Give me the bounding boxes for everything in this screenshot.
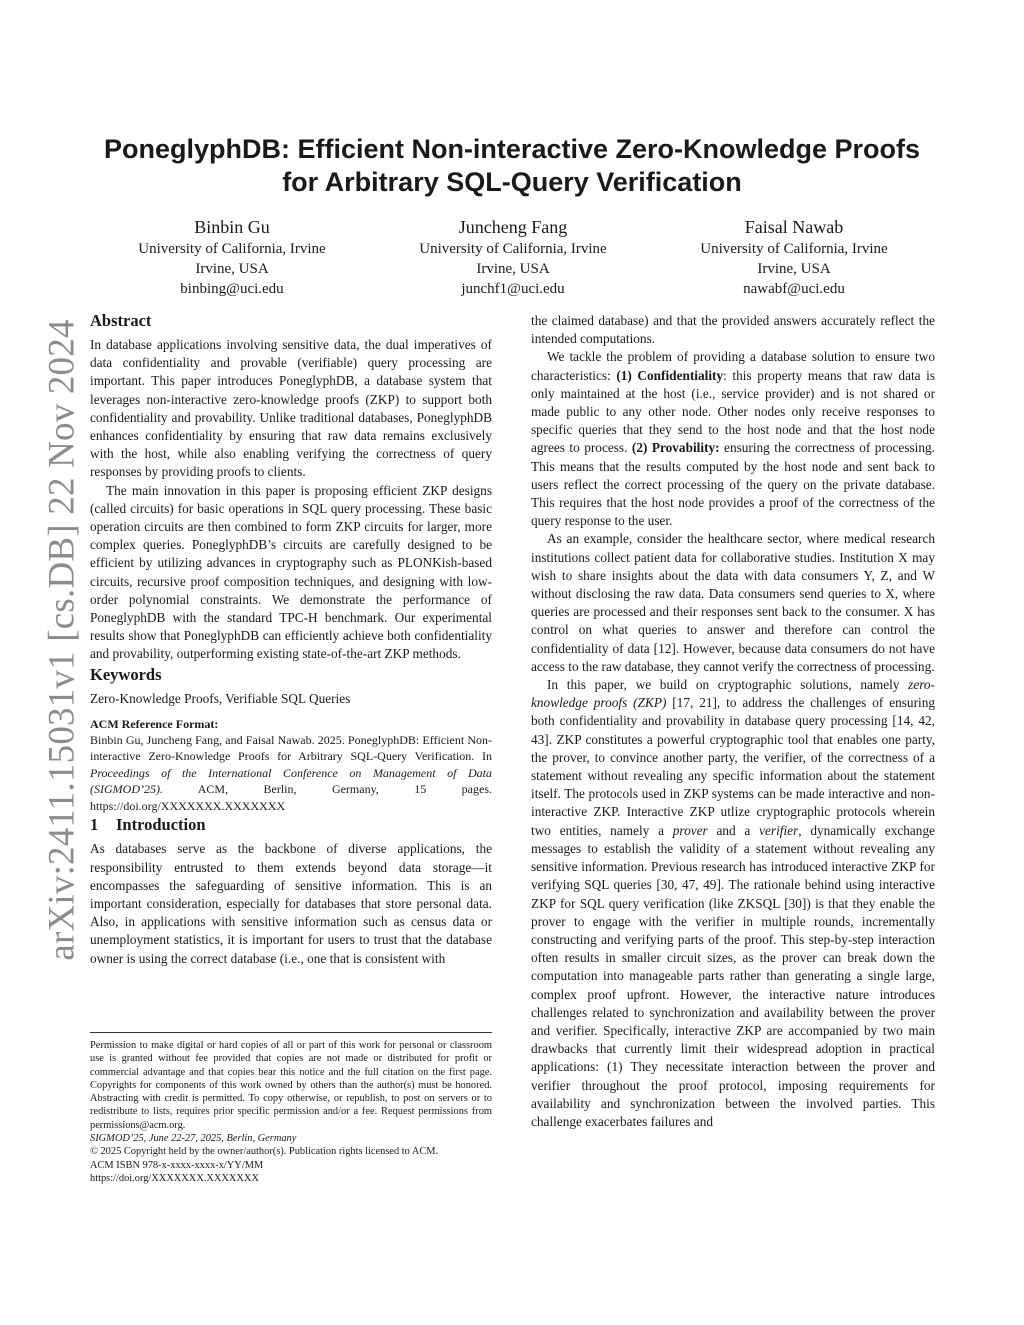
author-affiliation: University of California, Irvine — [700, 241, 888, 257]
introduction-heading — [90, 814, 492, 836]
bold-run: (2) Provability: — [631, 440, 720, 456]
arxiv-identifier: arXiv:2411.15031v1 [cs.DB] 22 Nov 2024 — [41, 319, 83, 961]
left-column — [90, 310, 492, 968]
title-line-1: PoneglyphDB: Efficient Non-interactive Zero-Knowledge Proofs — [103, 134, 921, 164]
acm-reference-publisher: ACM, Berlin, Germany, 15 pages. https://doi.org/XXXXXXX.XXXXXXX — [90, 782, 492, 813]
text-run: , dynamically exchange messages to establish the validity of a statement without revealing any sensitive information. Previous research has introduced interactive ZKP for verifying SQL queries [30, 47, 49]. The rationale behind using interactive ZKP for SQL query verification (like ZKSQL [30]) is that they enable the prover to engage with the verifier in multiple rounds, incrementally constructing and verifying parts of the proof. This step-by-step interaction often results in smaller circuit sizes, as the prover can break down the computation into manageable parts rather than generating a single large, complex proof upfront. However, the interactive nature introduces challenges related to synchronization and availability between the prover and verifier. Specifically, interactive ZKP are accompanied by two main drawbacks that currently limit their widespread adoption in practical applications: (1) They necessitate interaction between the prover and verifier throughout the proof protocol, imposing requirements for availability and synchronization between the involved parties. This challenge exacerbates failures and — [531, 822, 935, 1129]
acm-reference-text — [90, 732, 492, 815]
text-run: [17, 21], to address the challenges of ensuring both confidentiality and provability in database query processing [14, 42, 43]. ZKP constitutes a powerful cryptographic tool that enables one party, the prover, to convince another party, the verifier, of the correctness of a statement without revealing any specific information about the statement itself. The protocols used in ZKP systems can be made interactive and non-interactive ZKP. Interactive ZKP utlize cryptographic protocols wherein two entities, namely a — [531, 695, 935, 838]
author-affiliation: University of California, Irvine — [138, 241, 326, 257]
bold-run: (1) Confidentiality — [616, 367, 724, 383]
author-name: Juncheng Fang — [458, 217, 568, 237]
text-run: ensuring the correctness of processing. This means that the results computed by the host node and sent back to users reflect the correct processing of the query on the private database. This requires that the host node provides a proof of the correctness of the query response to the user. — [531, 440, 935, 529]
acm-reference-proceedings: Proceedings of the International Conference on Management of Data (SIGMOD’25). — [90, 765, 492, 797]
author-3 — [654, 215, 934, 299]
permission-footnote — [90, 1032, 492, 1185]
author-email: nawabf@uci.edu — [743, 281, 845, 297]
text-run: : this property means that raw data is only maintained at the host (i.e., service provider) and is not shared or made public to any other node. Other nodes only receive responses to specific queries that they send to the host node and that the host node agrees to process. — [531, 367, 936, 456]
italic-run: verifier — [759, 822, 799, 838]
permission-text: Permission to make digital or hard copies of all or part of this work for personal or classroom use is granted without fee provided that copies are not made or distributed for profit or commercial advantage and that copies bear this notice and the full citation on the first page. Copyrights for components of this work owned by others than the author(s) must be honored. Abstracting with credit is permitted. To copy otherwise, or republish, to post on servers or to redistribute to lists, requires prior specific permission and/or a fee. Request permissions from permissions@acm.org. — [90, 1040, 492, 1131]
author-location: Irvine, USA — [195, 261, 269, 277]
acm-reference-heading: ACM Reference Format: — [90, 716, 219, 731]
author-email: binbing@uci.edu — [180, 281, 284, 297]
author-email: junchf1@uci.edu — [461, 281, 565, 297]
right-paragraph-0: the claimed database) and that the provided answers accurately reflect the intended computations. — [531, 313, 935, 347]
doi-text: https://doi.org/XXXXXXX.XXXXXXX — [90, 1172, 259, 1184]
isbn-text: ACM ISBN 978-x-xxxx-xxxx-x/YY/MM — [90, 1159, 264, 1171]
abstract-paragraph-1: In database applications involving sensitive data, the dual imperatives of data confidentiality and provable (verifiable) query processing are important. This paper introduces PoneglyphDB, a database system that leverages non-interactive zero-knowledge proofs (ZKP) to support both confidentiality and provability. Unlike traditional databases, PoneglyphDB enhances confidentiality by ensuring that raw data remains exclusively with the host, while also enabling verifying the correctness of query responses by providing proofs to clients. — [90, 337, 492, 480]
section-title: Introduction — [116, 815, 206, 835]
right-paragraph-2: As an example, consider the healthcare sector, where medical research institutions collect patient data for collaborative studies. Institution X may wish to share insights about the data with data consumers Y, Z, and W without disclosing the raw data. Data consumers send queries to X, where queries are processed and their responses sent back to the consumer. X has control on what queries to answer and therefore can control the confidentiality of data [12]. However, because data consumers do not have access to the raw database, they cannot verify the correctness of processing. — [531, 531, 935, 674]
text-run: In this paper, we build on cryptographic solutions, namely — [547, 677, 909, 693]
author-name: Faisal Nawab — [744, 217, 844, 237]
right-column — [531, 312, 935, 1131]
text-run: and a — [707, 822, 760, 838]
introduction-paragraph-1: As databases serve as the backbone of diverse applications, the responsibility entrusted to them extends beyond data storage—it encompasses the safeguarding of sensitive information. This is an important consideration, especially for databases that store personal data. Also, in applications with sensitive information such as census data or unemployment statistics, it is important for users to trust that the database owner is using the correct database (i.e., one that is consistent with — [90, 841, 492, 966]
section-number: 1 — [90, 815, 99, 835]
title-line-2: for Arbitrary SQL-Query Verification — [282, 167, 742, 197]
author-affiliation: University of California, Irvine — [419, 241, 607, 257]
text-run: We tackle the problem of providing a database solution to ensure two characteristics: — [531, 349, 935, 383]
abstract-paragraph-2: The main innovation in this paper is proposing efficient ZKP designs (called circuits) for basic operations in SQL query processing. These basic operation circuits are then combined to form ZKP circuits for larger, more complex queries. PoneglyphDB’s circuits are carefully designed to be efficient by utilizing advances in cryptography such as PLONKish-based circuits, recursive proof composition techniques, and designing with low-order polynomial constraints. We demonstrate the performance of PoneglyphDB with the standard TPC-H benchmark. Our experimental results show that PoneglyphDB can efficiently achieve both confidentiality and provability, outperforming existing state-of-the-art ZKP methods. — [90, 482, 492, 662]
right-paragraph-3 — [531, 676, 935, 1131]
author-1 — [92, 215, 372, 299]
author-2 — [373, 215, 653, 299]
venue-text — [90, 1132, 492, 1145]
right-paragraph-1 — [531, 348, 935, 530]
italic-run: prover — [672, 822, 708, 838]
author-location: Irvine, USA — [476, 261, 550, 277]
author-block — [92, 215, 934, 299]
keywords-heading: Keywords — [90, 664, 162, 684]
copyright-text: © 2025 Copyright held by the owner/author(s). Publication rights licensed to ACM. — [90, 1146, 439, 1158]
venue-italic: SIGMOD’25, June 22-27, 2025, Berlin, Germany — [90, 1133, 297, 1145]
keywords-text: Zero-Knowledge Proofs, Verifiable SQL Queries — [90, 690, 351, 706]
author-location: Irvine, USA — [757, 261, 831, 277]
abstract-heading: Abstract — [90, 311, 152, 330]
paper-title — [60, 133, 964, 199]
acm-reference-authors: Binbin Gu, Juncheng Fang, and Faisal Nawab. 2025. PoneglyphDB: Efficient Non-interactive Zero-Knowledge Proofs for Arbitrary SQL-Query Verification. In — [90, 732, 492, 764]
italic-run: zero-knowledge proofs (ZKP) — [531, 677, 935, 711]
author-name: Binbin Gu — [194, 217, 270, 237]
